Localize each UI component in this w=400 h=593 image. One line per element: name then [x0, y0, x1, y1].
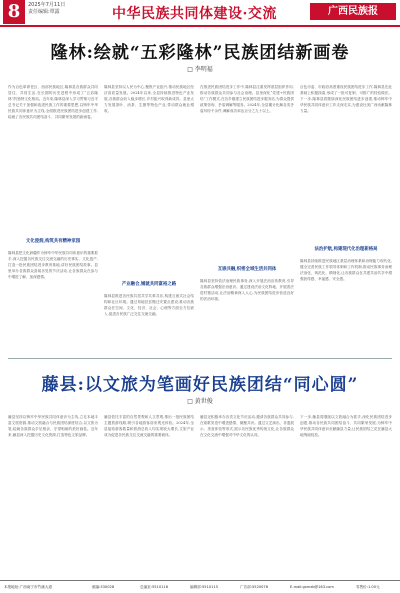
footer-phone-ads: 广告部:5520076	[240, 585, 268, 589]
article1-column-3: 在推进民族团结进步工作中,隆林县注重发挥基层组织作用,推动各族群众共同参与社会治理。县里深化“党建+民族团结”工作模式,在各乡镇建立民族团结进步服务站,为群众提供政策咨询、矛盾调解等服务。2024年,全县累计化解各类矛盾纠纷千余件,调解成功率达百分之九十以上。	[200, 85, 294, 113]
newspaper-brand: 广西民族报	[310, 3, 396, 20]
footer-address: 本报地址:广西南宁市竹溪大道	[4, 585, 52, 589]
article1-column-3b: 隆林县坚持依法治理民族事务,深入开展法治宣传教育,引导各族群众增强法治意识。通过建设法治文化阵地、开展普法进村寨活动,让法治精神深入人心,为民族团结进步营造良好的法治环境。	[200, 279, 294, 301]
article1-column-4b: 隆林县持续推进民族地区基层治理体系和治理能力现代化,健全完善民族工作领导体制和工作机制,推动民族事务治理法治化、规范化、精细化,让各族群众在共建共治共享中增强获得感、幸福感、安全感。	[300, 259, 392, 281]
article1-column-1b: 隆林县把文化润疆作为铸牢中华民族共同体意识的重要抓手,深入挖掘各民族交往交流交融的历史事实、文化遗产,打造一批民族团结进步教育基地,讲好民族团结故事。县里举办各族群众喜闻乐见的节庆活动,让各族群众在参与中增进了解、加深感情。	[8, 251, 98, 279]
masthead-meta	[28, 2, 65, 16]
section-title: 中华民族共同体建设·交流	[112, 6, 277, 22]
page-number: 8	[3, 0, 25, 24]
editor-line: 责任编辑:覃露	[28, 9, 60, 15]
article1-headline: 隆林:绘就“五彩隆林”民族团结新画卷	[50, 43, 350, 63]
article1-subhead-4: 法治护航,构建现代化治理新格局	[314, 247, 378, 252]
footer-postcode: 邮编:530028	[92, 585, 115, 589]
footer-phone-editorial: 编辑部:5510115	[190, 585, 218, 589]
masthead	[0, 0, 400, 32]
article1-column-2: 隆林县坚持以人民为中心,聚焦产业振兴,推动民族地区经济高质量发展。2024年以来,全县持续推进特色产业发展,各族群众收入稳步增长,乡村振兴取得新成效。县里大力发展茶叶、油茶、生猪等特色产业,带动群众就业增收。	[104, 85, 194, 113]
article1-subhead-2: 产业融合,铺就共同富裕之路	[121, 282, 177, 287]
article1-column-4: 百色市委、市政府高度重视民族团结进步工作,隆林县在此基础上积极探索,形成了一批可复制、可推广的经验做法。下一步,隆林县将继续深化民族团结进步创建,推动铸牢中华民族共同体意识工作走深走实,为建设壮美广西贡献隆林力量。	[300, 85, 392, 113]
article2-column-2: 藤县依托丰富的自然景观和人文景观,推出一批民族团结主题旅游线路,吸引各地游客前来观光体验。2024年,全县接待游客数量和旅游总收入均实现较大增长,文旅产业成为促进各民族交往交流交融的重要载体。	[104, 415, 194, 437]
article-divider	[8, 358, 392, 359]
article2-column-1: 藤县坚持以铸牢中华民族共同体意识为主线,立足本地丰富文旅资源,推动文旅融合与民族团结深度结合,以文旅为笔,绘就各族群众手足相亲、守望相助的美好画卷。近年来,藤县深入挖掘历史文化资源,打造特色文旅品牌。	[8, 415, 98, 437]
masthead-rule	[0, 25, 400, 27]
article2-headline: 藤县:以文旅为笔画好民族团结“同心圆”	[41, 375, 359, 395]
article1-column-1: 作为百色革命老区、西部民族地区,隆林县各族群众共同居住、共同生活,在长期的历史进程中形成了“五彩隆林”的独特文化格局。近年来,隆林县深入学习贯彻习近平总书记关于加强和改进民族工作的重要思想,以铸牢中华民族共同体意识为主线,全面推进民族团结进步创建工作,绘就了各民族共同团结奋斗、共同繁荣发展的新画卷。	[8, 85, 98, 119]
article2-column-3: 藤县还积极举办各类文化节庆活动,邀请各族群众共同参与,在欢歌笑语中增进感情、凝聚共识。通过文艺演出、非遗展示、美食体验等形式,展示各民族优秀传统文化,让各族群众在文化交流中增强对中华文化的认同。	[200, 415, 294, 437]
footer-price: 零售价:1.00元	[356, 585, 380, 589]
footer-email: E-mail:gxmzb@163.com	[290, 585, 334, 589]
page-footer	[0, 580, 400, 593]
article1-byline: □ 李明福	[187, 66, 213, 73]
footer-phone-office: 总编室:5510116	[140, 585, 168, 589]
article1-subhead-1: 文化浸润,构筑共有精神家园	[25, 239, 81, 244]
article1-subhead-3: 互嵌共融,织密全域生活共同体	[217, 267, 277, 272]
date-line: 2025年7月11日	[28, 2, 66, 8]
article1-column-2b: 隆林县推进各民族共居共学共事共乐,构建互嵌式社会结构和社区环境。通过易地扶贫搬迁安置点建设,推动各族群众在空间、文化、经济、社会、心理等方面全方位嵌入,促进各民族广泛交往交流交融。	[104, 294, 194, 316]
article2-byline: □ 黄世俊	[187, 398, 213, 405]
article2-column-4: 下一步,藤县将继续以文旅融合为抓手,深化民族团结进步创建,推动各民族共同团结奋斗、共同繁荣发展,为铸牢中华民族共同体意识贡献藤县力量,让民族团结之花在藤县大地绚丽绽放。	[300, 415, 392, 437]
